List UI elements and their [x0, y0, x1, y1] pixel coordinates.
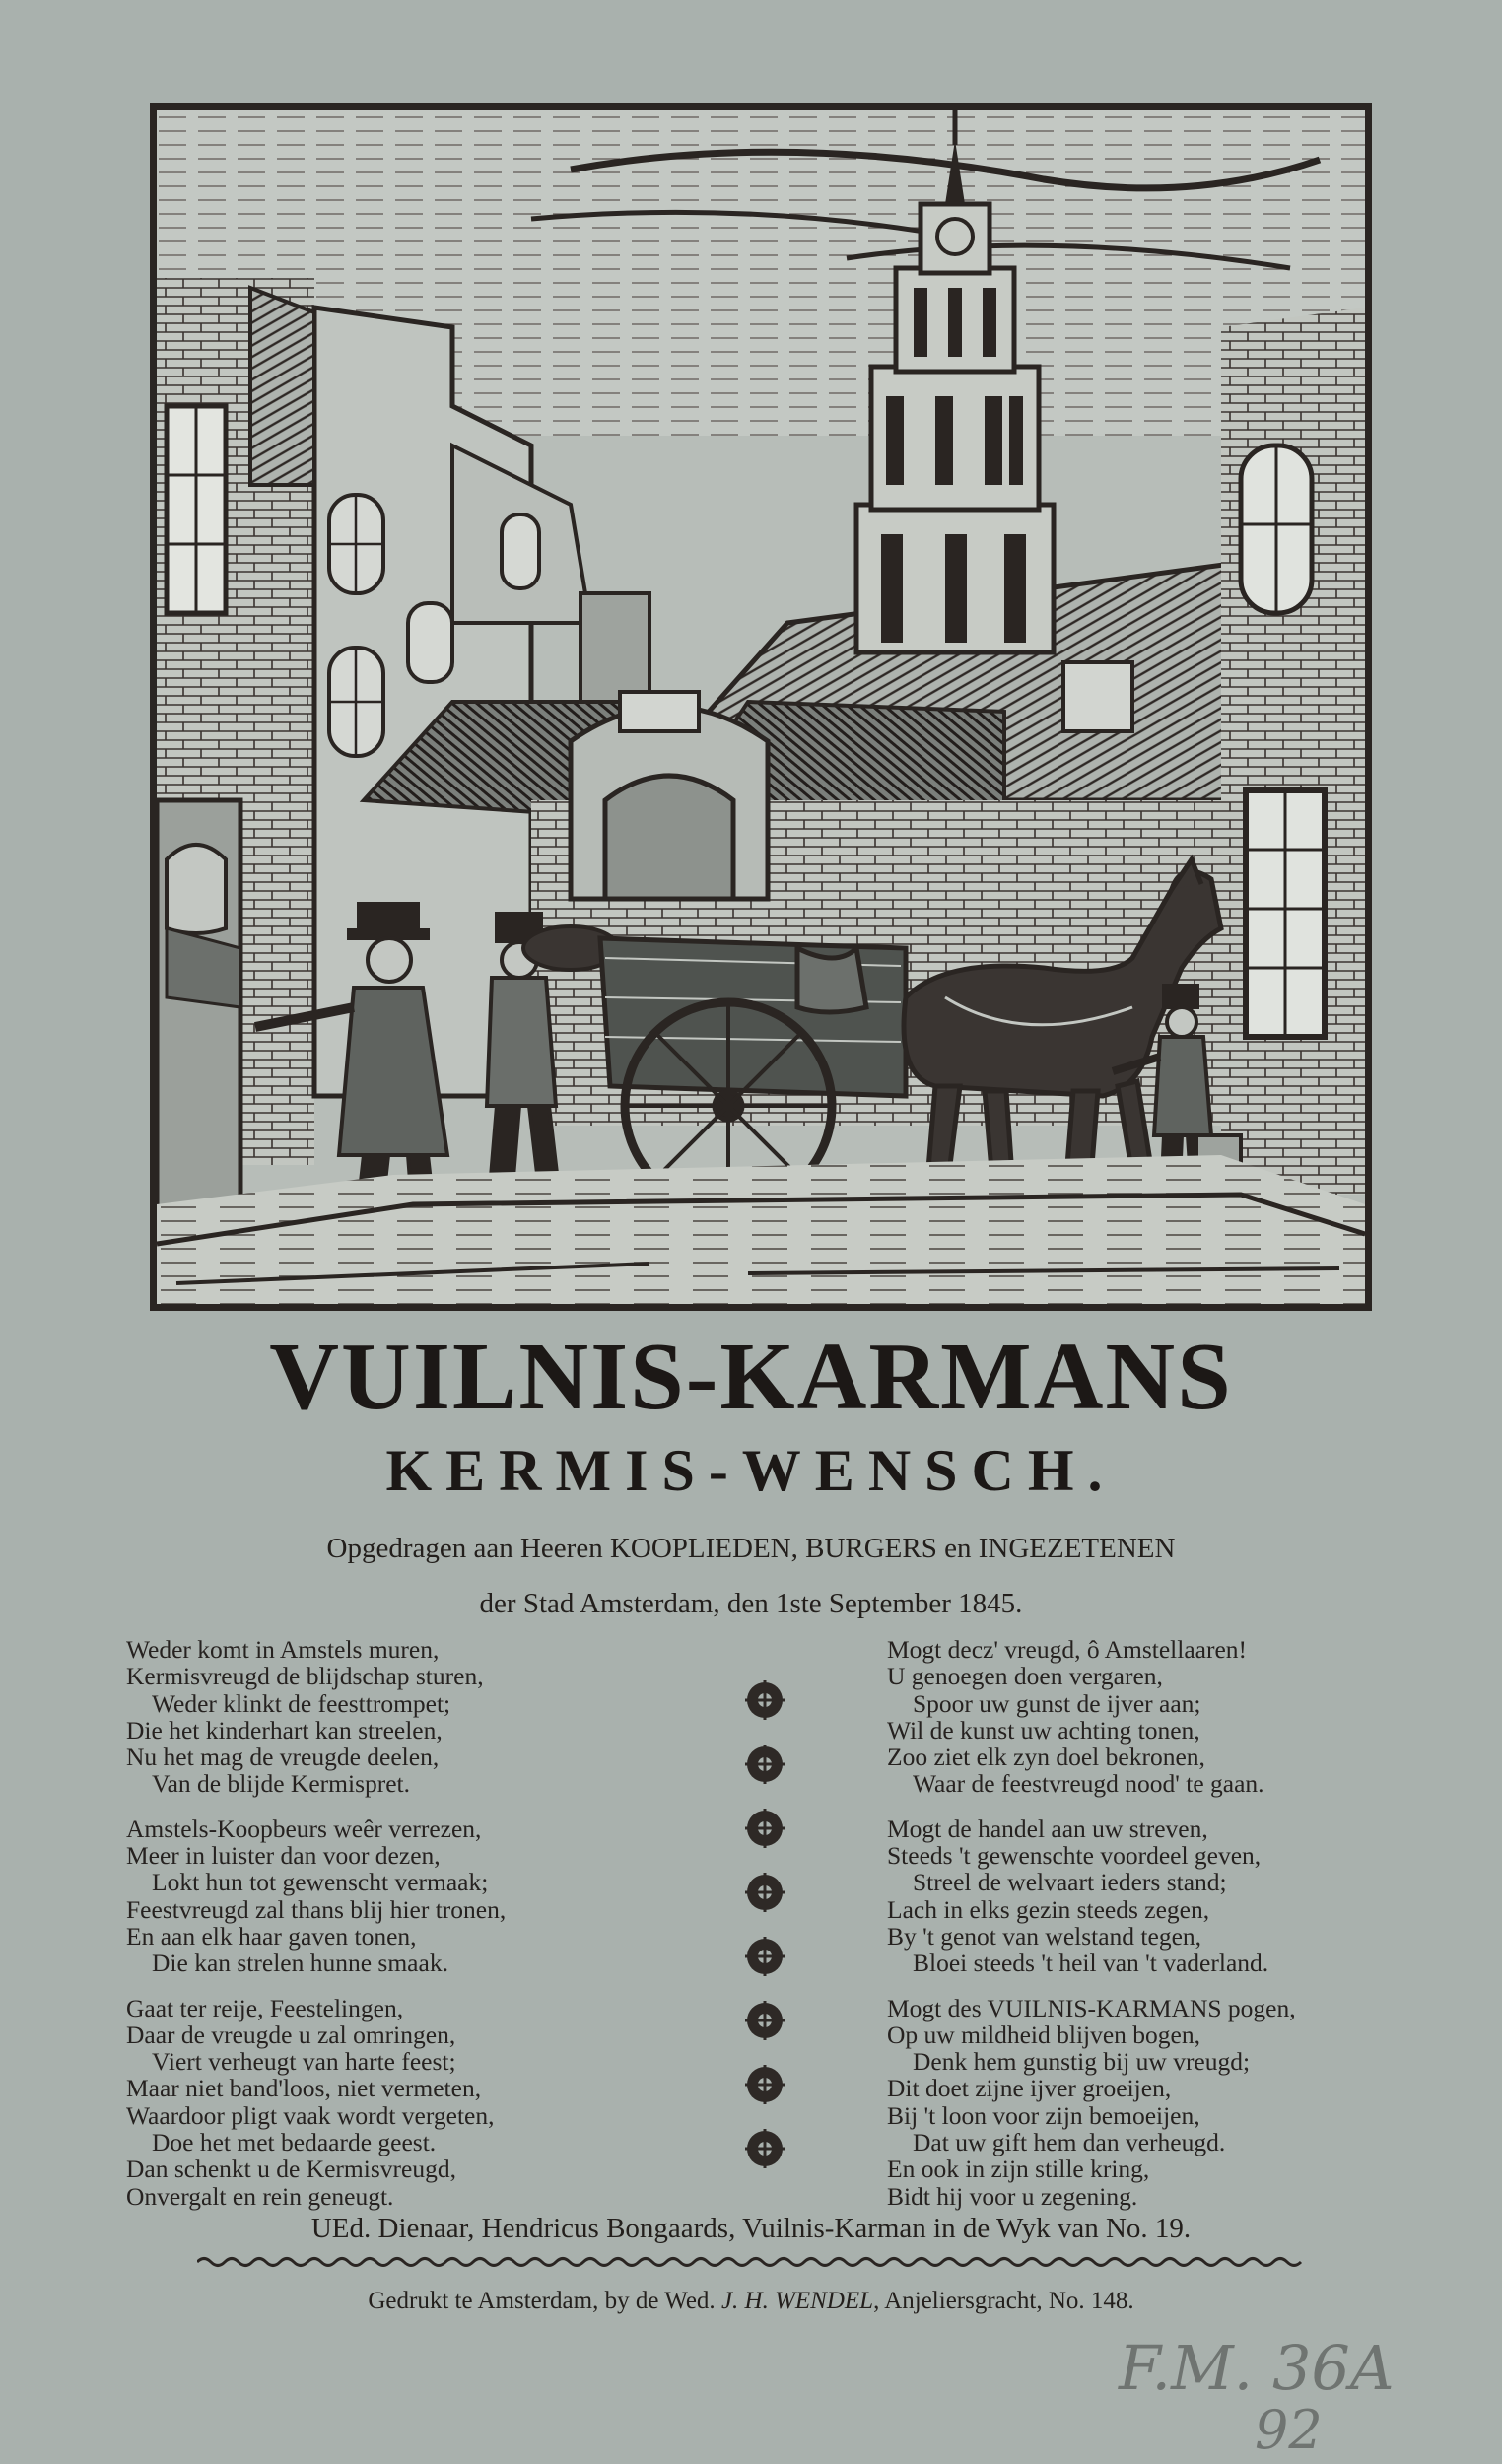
- poem-line: Feestvreugd zal thans blij hier tronen,: [126, 1894, 507, 1924]
- poem-line: Dan schenkt u de Kermisvreugd,: [126, 2155, 456, 2184]
- poem-line: Onvergalt en rein geneugt.: [126, 2181, 394, 2211]
- wavy-divider: [197, 2255, 1305, 2269]
- poem-stanza: [887, 1995, 1400, 2210]
- street-scene-woodcut: [157, 110, 1365, 1304]
- flower-ornament-column: [737, 1671, 792, 2183]
- imprint-suffix: , Anjeliersgracht, No. 148.: [873, 2288, 1134, 2314]
- poem-line: Dat uw gift hem dan verheugd.: [913, 2128, 1226, 2157]
- poem-line: U genoegen doen vergaren,: [887, 1662, 1163, 1691]
- poem-line: Dit doet zijne ijver groeijen,: [887, 2074, 1172, 2103]
- imprint-prefix: Gedrukt te Amsterdam, by de Wed.: [368, 2288, 716, 2314]
- poem-line: Waar de feestvreugd nood' te gaan.: [913, 1769, 1264, 1799]
- poem-line: Van de blijde Kermispret.: [152, 1769, 411, 1799]
- woodcut-illustration: [150, 103, 1372, 1311]
- poem-line: Bij 't loon voor zijn bemoeijen,: [887, 2100, 1200, 2130]
- poem-line: Kermisvreugd de blijdschap sturen,: [126, 1662, 484, 1691]
- poem-line: Maar niet band'loos, niet vermeten,: [126, 2074, 482, 2103]
- poem-line: Mogt decz' vreugd, ô Amstellaaren!: [887, 1635, 1248, 1664]
- poem-line: Viert verheugt van harte feest;: [152, 2047, 456, 2077]
- poem-line: Amstels-Koopbeurs weêr verrezen,: [126, 1814, 482, 1843]
- poem-line: Doe het met bedaarde geest.: [152, 2128, 437, 2157]
- poem-stanza: [126, 1995, 688, 2210]
- poem-line: En ook in zijn stille kring,: [887, 2155, 1150, 2184]
- poem-line: Lach in elks gezin steeds zegen,: [887, 1894, 1210, 1924]
- imprint-printer: J. H. WENDEL: [720, 2288, 874, 2314]
- poem-line: Bidt hij voor u zegening.: [887, 2181, 1138, 2211]
- dedication-line-2: der Stad Amsterdam, den 1ste September 1845.: [479, 1588, 1023, 1619]
- poem-line: Wil de kunst uw achting tonen,: [887, 1715, 1200, 1745]
- poem-line: Steeds 't gewenschte voordeel geven,: [887, 1841, 1262, 1871]
- poem-right-column: [887, 1636, 1400, 2227]
- poem-line: Gaat ter reije, Feestelingen,: [126, 1993, 404, 2022]
- poem-line: By 't genot van welstand tegen,: [887, 1921, 1202, 1951]
- poem-line: Die kan strelen hunne smaak.: [152, 1949, 448, 1978]
- poem-line: Lokt hun tot gewenscht vermaak;: [152, 1868, 489, 1897]
- poem-line: Zoo ziet elk zyn doel bekronen,: [887, 1743, 1205, 1772]
- title-main: VUILNIS-KARMANS: [269, 1324, 1233, 1430]
- poem-line: Weder klinkt de feesttrompet;: [152, 1688, 451, 1718]
- signature-line: UEd. Dienaar, Hendricus Bongaards, Vuilnis-Karman in de Wyk van No. 19.: [310, 2213, 1192, 2244]
- poem-stanza: [126, 1815, 688, 1977]
- dedication-line-1: Opgedragen aan Heeren KOOPLIEDEN, BURGERS en INGEZETENEN: [326, 1533, 1176, 1564]
- poem-stanza: [887, 1636, 1400, 1798]
- poem-line: Bloei steeds 't heil van 't vaderland.: [913, 1949, 1269, 1978]
- handwritten-sub-number: 92: [1255, 2399, 1323, 2461]
- poem-line: Waardoor pligt vaak wordt vergeten,: [126, 2100, 495, 2130]
- poem-line: Op uw mildheid blijven bogen,: [887, 2019, 1201, 2049]
- poem-line: Daar de vreugde u zal omringen,: [126, 2019, 456, 2049]
- poem-line: Streel de welvaart ieders stand;: [913, 1868, 1227, 1897]
- poem-line: Weder komt in Amstels muren,: [126, 1635, 440, 1664]
- poem-stanza: [126, 1636, 688, 1798]
- title-sub: KERMIS-WENSCH.: [385, 1438, 1117, 1503]
- poem-line: Nu het mag de vreugde deelen,: [126, 1743, 440, 1772]
- poem-stanza: [887, 1815, 1400, 1977]
- poem-line: Die het kinderhart kan streelen,: [126, 1715, 443, 1745]
- poem-line: Meer in luister dan voor dezen,: [126, 1841, 441, 1871]
- imprint-line: [0, 2288, 1502, 2315]
- handwritten-annotation: [1109, 2332, 1483, 2460]
- poem-line: Mogt de handel aan uw streven,: [887, 1814, 1208, 1843]
- poem-line: Denk hem gunstig bij uw vreugd;: [913, 2047, 1251, 2077]
- handwritten-catalog-number: F.M. 36A: [1119, 2332, 1395, 2404]
- poem-line: Spoor uw gunst de ijver aan;: [913, 1688, 1201, 1718]
- poem-line: En aan elk haar gaven tonen,: [126, 1921, 417, 1951]
- poem-left-column: [126, 1636, 688, 2227]
- poem-line: Mogt des VUILNIS-KARMANS pogen,: [887, 1993, 1296, 2022]
